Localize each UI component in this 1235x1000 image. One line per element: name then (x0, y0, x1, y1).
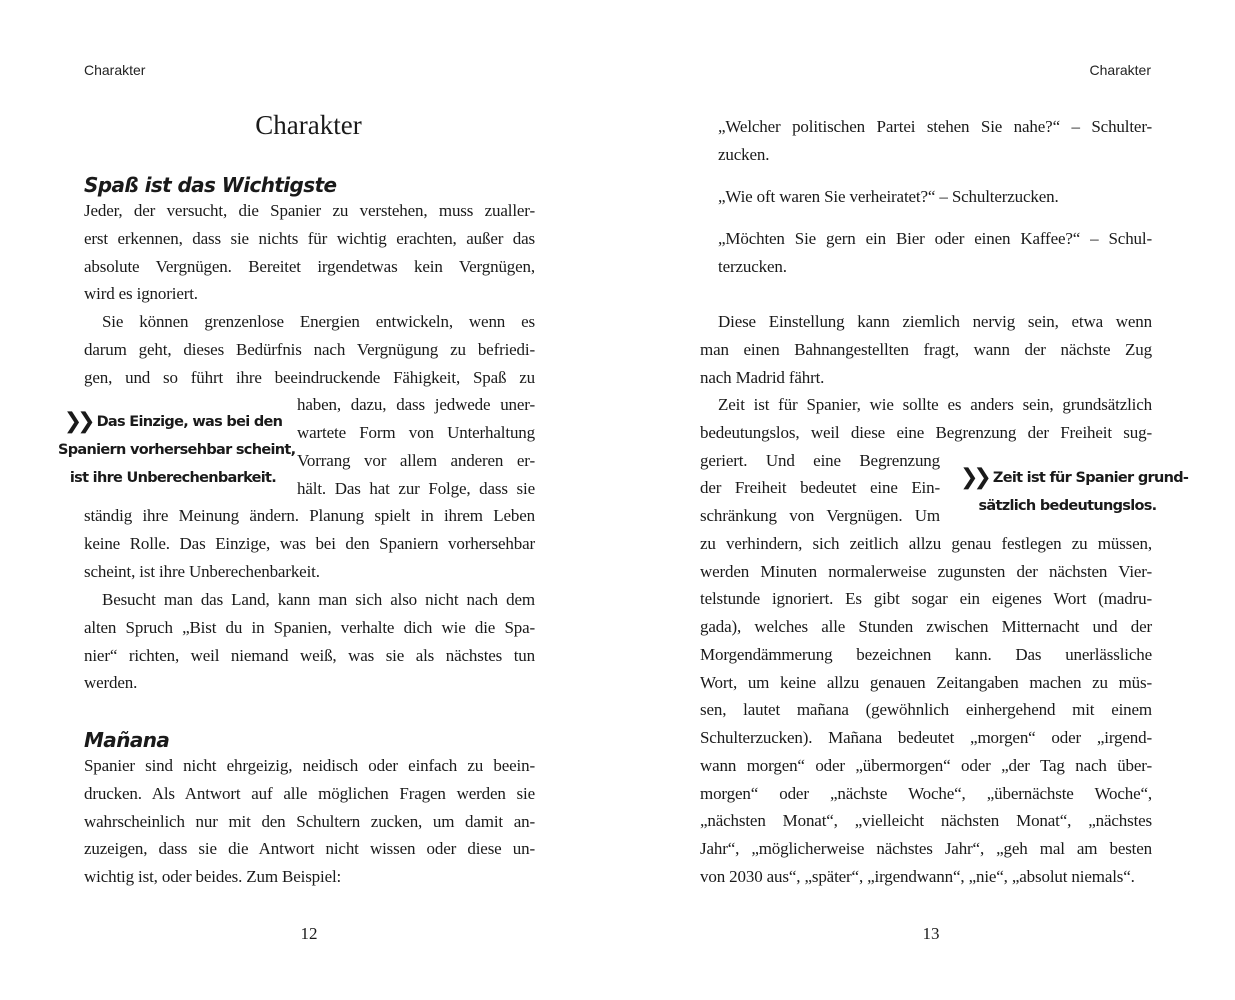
text-line: „nächsten Monat“, „vielleicht nächsten Monat“, „nächstes (700, 811, 1152, 831)
text-line: gada), welches alle Stunden zwischen Mitternacht und der (700, 617, 1152, 636)
text-line: bedeutungslos, weil diese eine Begrenzung der Freiheit sug- (700, 422, 1152, 442)
text-line: man einen Bahnangestellten fragt, wann der nächste Zug (700, 339, 1152, 359)
double-chevron-icon: ❯❯ (960, 465, 987, 490)
text-line: ständig ihre Meinung ändern. Planung spielt in ihrem Leben (84, 506, 535, 526)
text-line: darum geht, dieses Bedürfnis nach Vergnügung zu befriedi- (84, 339, 535, 359)
section-heading: Mañana (84, 728, 170, 752)
text-line: Zeit ist für Spanier, wie sollte es anders sein, grundsätzlich (718, 395, 1152, 414)
text-line: terzucken. (718, 256, 787, 276)
pull-quote (58, 408, 296, 492)
text-line: sen, lautet mañana (gewöhnlich einhergehend mit einem (700, 700, 1152, 720)
right-page (618, 0, 1235, 1000)
running-head: Charakter (1089, 62, 1151, 78)
text-line: Spanier sind nicht ehrgeizig, neidisch oder einfach zu beein- (84, 756, 535, 775)
text-line: wahrscheinlich nur mit den Schultern zucken, um damit an- (84, 811, 535, 831)
text-line: Wort, um keine allzu genauen Zeitangaben machen zu müs- (700, 672, 1152, 692)
text-line: „Möchten Sie gern ein Bier oder einen Kaffee?“ – Schul- (718, 229, 1152, 248)
running-head: Charakter (84, 62, 146, 78)
text-line: wird es ignoriert. (84, 284, 198, 304)
text-line: morgen“ oder „nächste Woche“, „übernächste Woche“, (700, 783, 1152, 803)
text-line: scheint, ist ihre Unberechenbarkeit. (84, 561, 320, 581)
pull-quote (960, 464, 1189, 520)
text-line: „Wie oft waren Sie verheiratet?“ – Schulterzucken. (718, 187, 1059, 206)
text-line: werden Minuten normalerweise zugunsten der nächsten Vier- (700, 561, 1152, 581)
page-number: 13 (922, 924, 940, 943)
pull-quote-line: ist ihre Unberechenbarkeit. (69, 470, 277, 486)
text-line: Besucht man das Land, kann man sich also nicht nach dem (102, 590, 535, 609)
left-page (0, 0, 617, 1000)
text-line: nach Madrid fährt. (700, 367, 825, 387)
text-line: von 2030 aus“, „später“, „irgendwann“, „nie“, „absolut niemals“. (700, 866, 1135, 886)
pull-quote-line: sätzlich bedeutungslos. (978, 498, 1157, 514)
page-number: 12 (300, 924, 318, 943)
text-line: Diese Einstellung kann ziemlich nervig sein, etwa wenn (718, 312, 1152, 331)
pull-quote-line: Das Einzige, was bei den (96, 414, 283, 430)
text-line: erst erkennen, dass sie nichts für wichtig erachten, außer das (84, 228, 535, 248)
text-line: Morgendämmerung bezeichnen kann. Das unerlässliche (700, 644, 1152, 664)
text-line: nier“ richten, weil niemand weiß, was sie als nächstes tun (84, 645, 535, 665)
text-line: der Freiheit bedeutet eine Ein- (700, 478, 940, 498)
text-line: Schulterzucken). Mañana bedeutet „morgen“ oder „irgend- (700, 728, 1152, 747)
text-line: wichtig ist, oder beides. Zum Beispiel: (84, 867, 342, 886)
pull-quote-line: Spaniern vorhersehbar scheint, (58, 442, 296, 458)
text-line: Vorrang vor allem anderen er- (297, 450, 535, 470)
text-line: Jeder, der versucht, die Spanier zu verstehen, muss zualler- (84, 201, 535, 220)
text-line: zu verhindern, sich zeitlich allzu genau festlegen zu müssen, (700, 533, 1152, 553)
text-line: Jahr“, „möglicherweise nächstes Jahr“, „geh mal am besten (700, 839, 1152, 858)
text-line: schränkung von Vergnügen. Um (700, 506, 940, 525)
text-line: Sie können grenzenlose Energien entwickeln, wenn es (102, 312, 535, 331)
text-line: zuzeigen, dass sie die Antwort nicht wissen oder diese un- (84, 839, 535, 859)
text-line: telstunde ignoriert. Es gibt sogar ein eigenes Wort (madru- (700, 589, 1152, 609)
double-chevron-icon: ❯❯ (63, 409, 91, 434)
text-line: geriert. Und eine Begrenzung (700, 450, 940, 470)
text-line: hält. Das hat zur Folge, dass sie (297, 478, 535, 498)
pull-quote-line: Zeit ist für Spanier grund- (992, 470, 1189, 486)
text-line: wartete Form von Unterhaltung (297, 423, 535, 442)
text-line: wann morgen“ oder „übermorgen“ oder „der Tag nach über- (700, 755, 1152, 775)
text-line: gen, und so führt ihre beeindruckende Fähigkeit, Spaß zu (84, 367, 535, 387)
text-line: haben, dazu, dass jedwede uner- (297, 395, 535, 415)
chapter-title: Charakter (255, 110, 362, 140)
text-line: „Welcher politischen Partei stehen Sie nahe?“ – Schulter- (718, 117, 1152, 136)
section-heading: Spaß ist das Wichtigste (84, 173, 337, 197)
text-line: alten Spruch „Bist du in Spanien, verhalte dich wie die Spa- (84, 617, 535, 637)
text-line: werden. (84, 673, 138, 693)
text-line: absolute Vergnügen. Bereitet irgendetwas kein Vergnügen, (84, 256, 535, 276)
text-line: keine Rolle. Das Einzige, was bei den Spaniern vorhersehbar (84, 534, 535, 553)
text-line: drucken. Als Antwort auf alle möglichen Fragen werden sie (84, 783, 535, 803)
text-line: zucken. (718, 144, 770, 164)
